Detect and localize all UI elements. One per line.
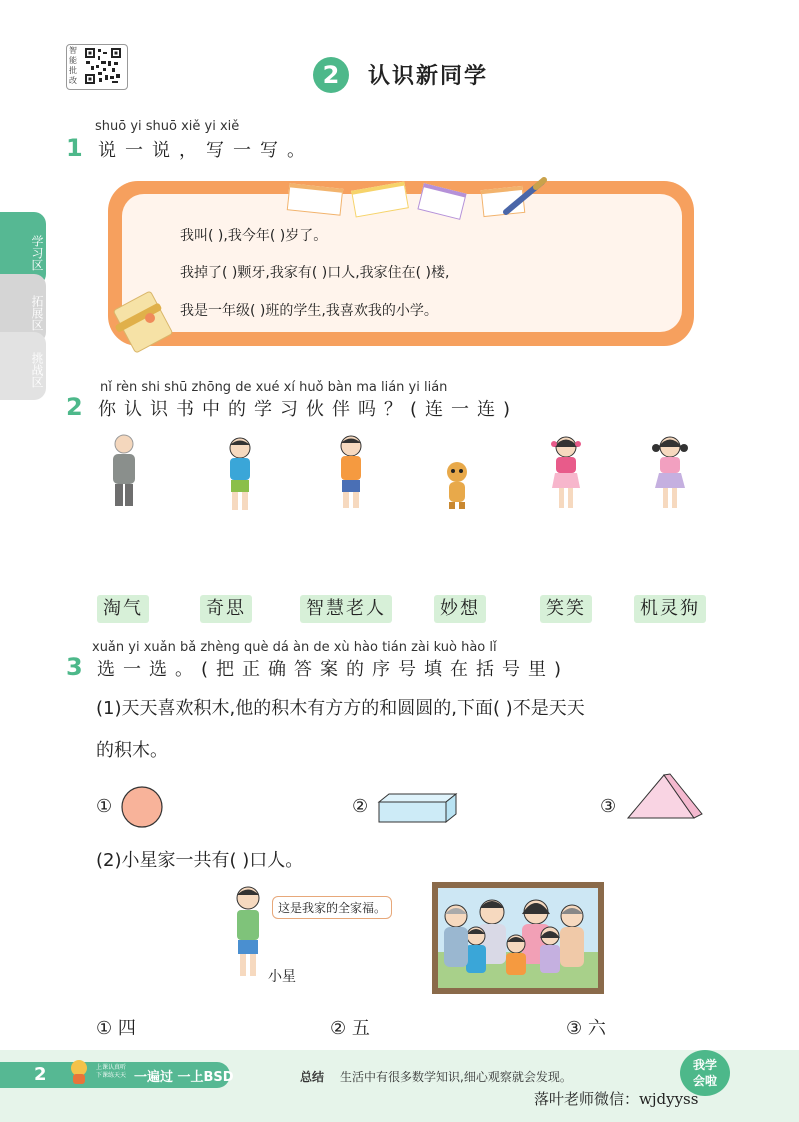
q1-number: 1	[66, 134, 83, 162]
name-label-qisi[interactable]: 奇思	[200, 595, 252, 623]
option-1-marker[interactable]: ①	[96, 796, 113, 817]
name-label-jilinggou[interactable]: 机灵狗	[634, 595, 706, 623]
summary-text: 生活中有很多数学知识,细心观察就会发现。	[340, 1070, 572, 1084]
q2-number: 2	[66, 393, 83, 421]
q3-part2-option-3[interactable]: ③ 六	[566, 1018, 606, 1039]
q3-part2-option-2[interactable]: ② 五	[330, 1018, 370, 1039]
stationery-icon	[112, 290, 174, 354]
badge-line-1: 我学	[692, 1058, 717, 1072]
qr-label: 智能批改	[69, 46, 77, 85]
wise-elder-figure	[104, 432, 144, 510]
q3-pinyin: xuǎn yi xuǎn bǎ zhèng què dá àn de xù hào tián zài kuò hào lǐ	[92, 640, 497, 655]
pen-icon	[500, 176, 550, 216]
qr-code-icon[interactable]	[84, 47, 122, 85]
q2-text: 你认识书中的学习伙伴吗？(连一连)	[98, 399, 519, 420]
q3-part1-line2: 的积木。	[96, 740, 168, 761]
speech-bubble: 这是我家的全家福。	[272, 896, 392, 919]
q1-pinyin: shuō yi shuō xiě yi xiě	[95, 119, 240, 134]
cuboid-shape[interactable]	[376, 792, 460, 824]
girl-figure-smile	[546, 434, 586, 512]
boy-figure-thinker	[331, 434, 371, 512]
lesson-number-badge: 2	[313, 57, 349, 93]
xiaoxing-boy-figure	[228, 884, 268, 980]
q3-part2-option-1[interactable]: ① 四	[96, 1018, 136, 1039]
dog-figure	[440, 460, 474, 510]
page-number: 2	[34, 1064, 47, 1085]
q1-text: 说一说，写一写。	[98, 140, 314, 161]
sticky-note	[287, 183, 344, 215]
name-label-taoqi[interactable]: 淘气	[97, 595, 149, 623]
q1-line-2: 我掉了( )颗牙,我家有( )口人,我家住在( )楼,	[180, 265, 450, 281]
triangular-prism-shape[interactable]	[624, 772, 706, 822]
q3-number: 3	[66, 653, 83, 681]
q3-part1-line1: (1)天天喜欢积木,他的积木有方方的和圆圆的,下面( )不是天天	[96, 698, 585, 719]
name-label-wise-elder[interactable]: 智慧老人	[300, 595, 392, 623]
page-title: 认识新同学	[368, 64, 489, 89]
boy-figure-naughty	[220, 436, 260, 514]
girl-figure-dreamer	[650, 434, 690, 512]
footer-slogan: 上课认真听 下课练天天	[96, 1064, 127, 1079]
watermark-text: 落叶老师微信：wjdyyss	[534, 1090, 699, 1108]
q3-part2-line: (2)小星家一共有( )口人。	[96, 850, 304, 871]
side-tab-extend[interactable]: 拓展区	[0, 274, 46, 344]
q2-pinyin: nǐ rèn shi shū zhōng de xué xí huǒ bàn ma lián yi lián	[100, 380, 448, 395]
xiaoxing-name-label: 小星	[268, 969, 296, 985]
name-label-miaoxiang[interactable]: 妙想	[434, 595, 486, 623]
option-3-marker[interactable]: ③	[600, 796, 617, 817]
name-label-xiaoxiao[interactable]: 笑笑	[540, 595, 592, 623]
footer-brand: 一遍过 一上BSD	[134, 1070, 234, 1085]
badge-line-2: 会啦	[692, 1074, 717, 1088]
q1-line-1: 我叫( ),我今年( )岁了。	[180, 228, 328, 244]
q1-line-3: 我是一年级( )班的学生,我喜欢我的小学。	[180, 303, 438, 319]
summary-label: 总结	[300, 1070, 325, 1084]
sphere-shape[interactable]	[120, 785, 164, 829]
side-tab-challenge[interactable]: 挑战区	[0, 332, 46, 400]
q3-text: 选一选。(把正确答案的序号填在括号里)	[97, 659, 570, 680]
family-photo	[432, 882, 604, 994]
side-tab-study[interactable]: 学习区	[0, 212, 46, 286]
mascot-icon	[66, 1058, 92, 1086]
option-2-marker[interactable]: ②	[352, 796, 369, 817]
